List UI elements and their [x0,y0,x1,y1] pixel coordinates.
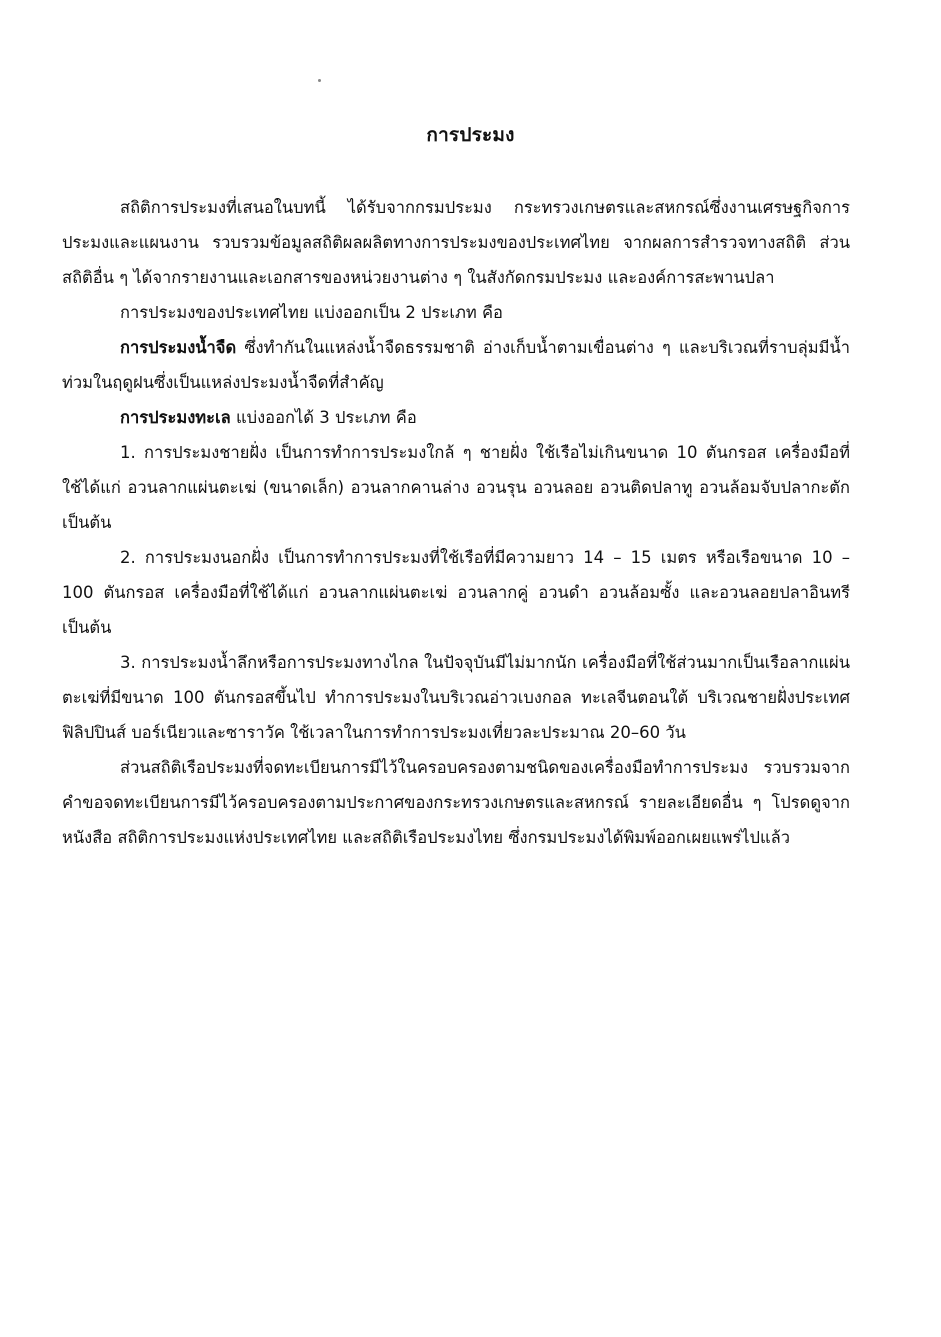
page-title: การประมง [426,124,515,146]
paragraph-freshwater [62,330,850,400]
freshwater-text: ซึ่งทำกันในแหล่งน้ำจืดธรรมชาติ อ่างเก็บน้ำตามเขื่อนต่าง ๆ และบริเวณที่ราบลุ่มมีน้ำท่วมในฤดูฝนซึ่งเป็นแหล่งประมงน้ำจืดที่สำคัญ [62,338,850,392]
freshwater-heading: การประมงน้ำจืด [120,338,237,357]
paragraph-types: การประมงของประเทศไทย แบ่งออกเป็น 2 ประเภท คือ [120,303,503,322]
marine-heading: การประมงทะเล [120,408,231,427]
list-item-deepsea: 3. การประมงน้ำลึกหรือการประมงทางไกล ในปัจจุบันมีไม่มากนัก เครื่องมือที่ใช้ส่วนมากเป็นเรือลากแผ่นตะเฆ่ที่มีขนาด 100 ตันกรอสขึ้นไป ทำการประมงในบริเวณอ่าวเบงกอล ทะเลจีนตอนใต้ บริเวณชายฝั่งประเทศฟิลิปปินส์ บอร์เนียวและซาราวัค ใช้เวลาในการทำการประมงเที่ยวละประมาณ 20–60 วัน [62,653,850,742]
list-item-coastal: 1. การประมงชายฝั่ง เป็นการทำการประมงใกล้ ๆ ชายฝั่ง ใช้เรือไม่เกินขนาด 10 ตันกรอส เครื่องมือที่ใช้ได้แก่ อวนลากแผ่นตะเฆ่ (ขนาดเล็ก) อวนลากคานล่าง อวนรุน อวนลอย อวนติดปลาทู อวนล้อมจับปลากะตัก เป็นต้น [62,443,850,532]
paragraph-intro: สถิติการประมงที่เสนอในบทนี้ ได้รับจากกรมประมง กระทรวงเกษตรและสหกรณ์ซึ่งงานเศรษฐกิจการประมงและแผนงาน รวบรวมข้อมูลสถิติผลผลิตทางการประมงของประเทศไทย จากผลการสำรวจทางสถิติ ส่วนสถิติอื่น ๆ ได้จากรายงานและเอกสารของหน่วยงานต่าง ๆ ในสังกัดกรมประมง และองค์การสะพานปลา [62,198,850,287]
body-text [62,190,850,855]
list-item-offshore: 2. การประมงนอกฝั่ง เป็นการทำการประมงที่ใช้เรือที่มีความยาว 14 – 15 เมตร หรือเรือขนาด 10 – 100 ตันกรอส เครื่องมือที่ใช้ได้แก่ อวนลากแผ่นตะเฆ่ อวนลากคู่ อวนดำ อวนล้อมซั้ง และอวนลอยปลาอินทรี เป็นต้น [62,548,850,637]
marine-text: แบ่งออกได้ 3 ประเภท คือ [230,408,417,427]
paragraph-registration: ส่วนสถิติเรือประมงที่จดทะเบียนการมีไว้ในครอบครองตามชนิดของเครื่องมือทำการประมง รวบรวมจากคำขอจดทะเบียนการมีไว้ครอบครองตามประกาศของกระทรวงเกษตรและสหกรณ์ รายละเอียดอื่น ๆ โปรดดูจากหนังสือ สถิติการประมงแห่งประเทศไทย และสถิติเรือประมงไทย ซึ่งกรมประมงได้พิมพ์ออกเผยแพร่ไปแล้ว [62,758,850,847]
scan-speck [318,79,321,82]
paragraph-marine [62,400,850,435]
